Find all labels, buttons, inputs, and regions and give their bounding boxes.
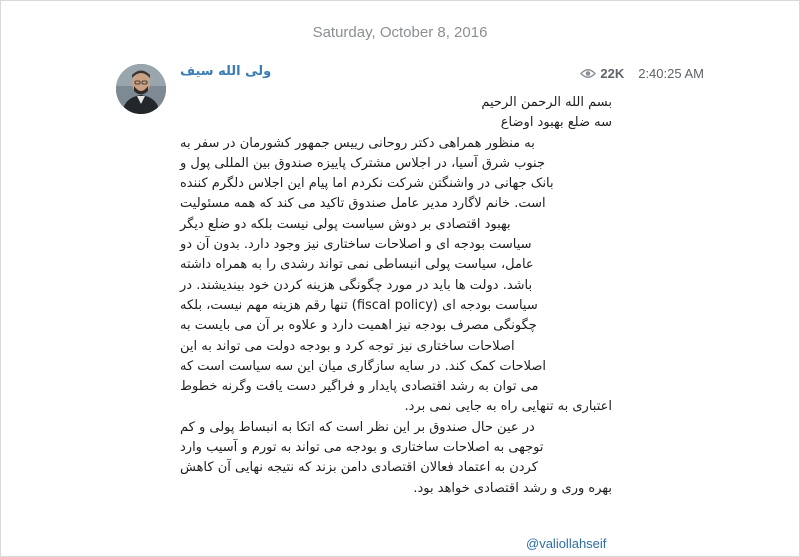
message-line: در عین حال صندوق بر این نظر است که اتکا به انبساط پولی و کم <box>180 419 535 435</box>
message-line: سه ضلع بهبود اوضاع <box>500 115 612 131</box>
message-line: بهبود اقتصادی بر دوش سیاست پولی نیست بلکه دو ضلع دیگر <box>180 216 511 232</box>
message-line: جنوب شرق آسیا، در اجلاس مشترک پاییزه صندوق بین المللی پول و <box>180 155 546 171</box>
message-line: عامل، سیاست پولی انبساطی نمی تواند رشدی را به همراه داشته <box>180 257 534 273</box>
date-separator: Saturday, October 8, 2016 <box>312 24 488 41</box>
message-text <box>180 93 612 499</box>
message-line: اصلاحات ساختاری نیز توجه کرد و بودجه دولت می تواند به این <box>180 338 515 354</box>
view-count: 22K <box>600 66 625 81</box>
eye-icon <box>580 68 596 79</box>
message-line: اعتباری به تنهایی راه به جایی نمی برد. <box>404 399 612 415</box>
sender-name[interactable]: ولی الله سیف <box>180 64 272 79</box>
message-line: بسم الله الرحمن الرحیم <box>481 95 612 110</box>
message-line: به منظور همراهی دکتر روحانی رییس جمهور کشورمان در سفر به <box>180 135 535 151</box>
message-line: اصلاحات کمک کند. در سایه سازگاری میان این سه سیاست است که <box>180 358 546 374</box>
message-line: سیاست بودجه ای (fiscal policy) تنها رقم هزینه مهم نیست، بلکه <box>180 297 538 313</box>
message-line: بانک جهانی در واشنگتن شرکت نکردم اما پیام این اجلاس دلگرم کننده <box>180 176 554 192</box>
avatar[interactable] <box>116 64 166 114</box>
message-line: می توان به رشد اقتصادی پایدار و فراگیر دست یافت وگرنه خطوط <box>180 379 539 395</box>
message-line: بهره وری و رشد اقتصادی خواهد بود. <box>413 480 612 496</box>
message-line: باشد. دولت ها باید در مورد چگونگی هزینه کردن خود بیندیشند. در <box>180 277 533 293</box>
message-meta <box>580 66 704 81</box>
message-line: توجهی به اصلاحات ساختاری و بودجه می تواند به تورم و آسیب وارد <box>180 440 544 456</box>
person-photo-icon <box>116 64 166 114</box>
message-line: سیاست بودجه ای و اصلاحات ساختاری نیز وجود دارد. بدون آن دو <box>180 237 532 253</box>
message-line: است. خانم لاگارد مدیر عامل صندوق تاکید می کند که همه مسئولیت <box>180 196 546 212</box>
message-time: 2:40:25 AM <box>638 66 704 81</box>
message-line: کردن به اعتماد فعالان اقتصادی دامن بزند که نتیجه نهایی آن کاهش <box>180 460 538 476</box>
signature-link[interactable]: @valiollahseif <box>526 536 607 551</box>
message-line: چگونگی مصرف بودجه نیز اهمیت دارد و علاوه بر آن می بایست به <box>180 318 537 334</box>
